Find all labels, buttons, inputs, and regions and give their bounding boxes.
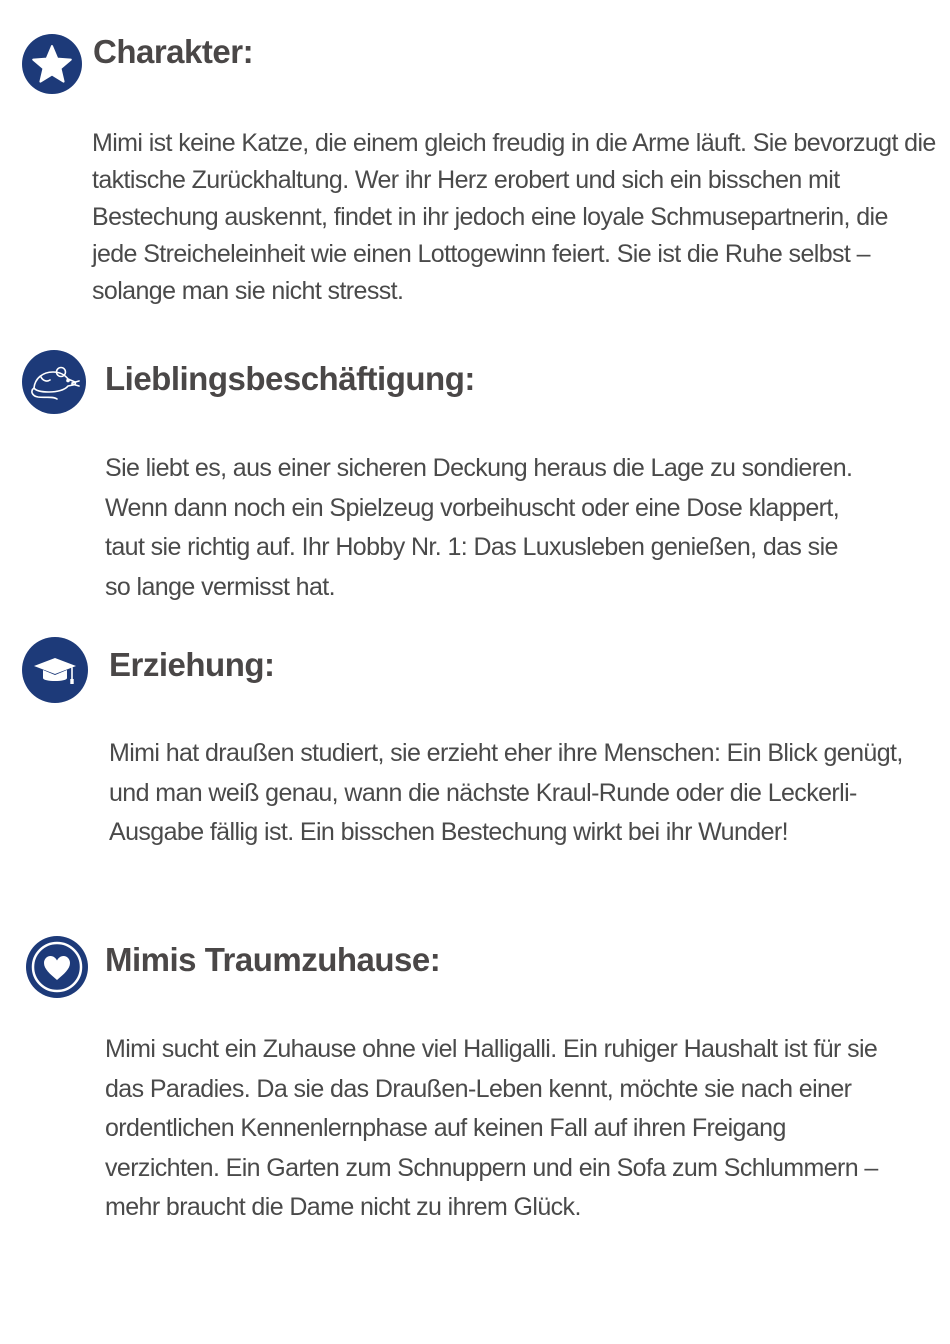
graduation-cap-icon — [22, 637, 88, 703]
star-icon — [22, 34, 82, 94]
mouse-icon — [22, 350, 86, 414]
section-text: Mimi sucht ein Zuhause ohne viel Halligalli. Ein ruhiger Haushalt ist für sie das Paradies. Da sie das Draußen-Leben kennt, möchte sie nach einer ordentlichen Kennenlernphase auf keinen Fall auf ihren Freigang verzichten. Ein Garten zum Schnuppern und ein Sofa zum Schlummern – mehr braucht die Dame nicht zu ihrem Glück. — [105, 1035, 878, 1222]
section-heading: Lieblingsbeschäftigung: — [105, 360, 475, 397]
heart-icon — [26, 936, 88, 998]
section-heading: Charakter: — [93, 33, 254, 70]
section-text: Mimi hat draußen studiert, sie erzieht eher ihre Menschen: Ein Blick genügt, und man weiß genau, wann die nächste Kraul-Runde oder die Leckerli-Ausgabe fällig ist. Ein bisschen Bestechung wirkt bei ihr Wunder! — [109, 739, 903, 847]
section-text: Sie liebt es, aus einer sicheren Deckung heraus die Lage zu sondieren. Wenn dann noch ein Spielzeug vorbeihuscht oder eine Dose klappert, taut sie richtig auf. Ihr Hobby Nr. 1: Das Luxusleben genießen, das sie so lange vermisst hat. — [105, 454, 853, 601]
section-heading: Erziehung: — [109, 646, 275, 683]
section-text: Mimi ist keine Katze, die einem gleich freudig in die Arme läuft. Sie bevorzugt die taktische Zurückhaltung. Wer ihr Herz erobert und sich ein bisschen mit Bestechung auskennt, findet in ihr jedoch eine loyale Schmusepartnerin, die jede Streicheleinheit wie einen Lottogewinn feiert. Sie ist die Ruhe selbst – solange man sie nicht stresst. — [92, 129, 936, 305]
section-heading: Mimis Traumzuhause: — [105, 941, 441, 978]
